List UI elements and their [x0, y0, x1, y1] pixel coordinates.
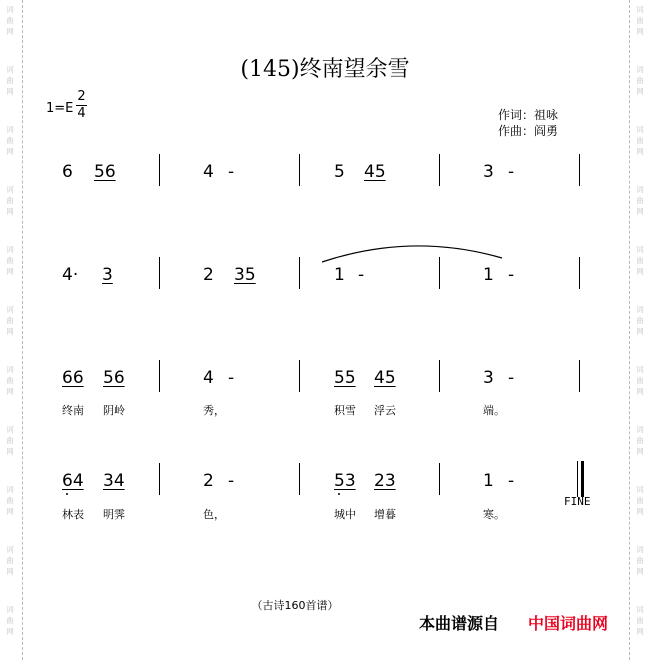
lyric: 终南 [62, 404, 84, 417]
note-eighth-pair: 35 [234, 265, 256, 285]
barline [439, 154, 440, 186]
low-octave-dot [338, 493, 340, 495]
note: 3 [483, 368, 494, 388]
song-title: (145)终南望余雪 [240, 57, 410, 82]
note: 3 [483, 162, 494, 182]
note: 1 [483, 265, 494, 285]
barline [299, 154, 300, 186]
note: 6 [62, 162, 73, 182]
note-eighth-pair: 53 [334, 471, 356, 491]
lyric: 增暮 [374, 508, 396, 521]
lyric: 明霁 [103, 508, 125, 521]
barline [299, 257, 300, 289]
note-eighth-pair: 55 [334, 368, 356, 388]
barline [579, 154, 580, 186]
watermark-text: 词 曲 网 [6, 365, 14, 396]
note: 2 [203, 265, 214, 285]
barline [439, 463, 440, 495]
watermark-text: 词 曲 网 [636, 245, 644, 276]
lyric: 色， [203, 508, 225, 521]
low-octave-dot [66, 493, 68, 495]
watermark-text: 词 曲 网 [6, 245, 14, 276]
lyric: 积雪 [334, 404, 356, 417]
final-barline-thin [577, 461, 578, 497]
time-signature-top: 2 [77, 89, 86, 104]
watermark-text: 词 曲 网 [6, 125, 14, 156]
left-watermark-strip [0, 0, 23, 660]
composer-credit: 作曲：阎勇 [498, 124, 559, 138]
note-dash: - [508, 368, 515, 388]
note: 1 [483, 471, 494, 491]
note-dash: - [228, 368, 235, 388]
watermark-text: 词 曲 网 [636, 485, 644, 516]
barline [159, 154, 160, 186]
note-dash: - [508, 265, 515, 285]
barline [159, 463, 160, 495]
note-eighth-pair: 56 [103, 368, 125, 388]
watermark-text: 词 曲 网 [636, 125, 644, 156]
fine-marker: FINE [564, 495, 591, 508]
note-dash: - [508, 162, 515, 182]
watermark-text: 词 曲 网 [636, 425, 644, 456]
watermark-text: 词 曲 网 [6, 485, 14, 516]
watermark-text: 词 曲 网 [636, 605, 644, 636]
watermark-text: 词 曲 网 [6, 605, 14, 636]
note-dash: - [358, 265, 365, 285]
lyricist-credit: 作词：祖咏 [498, 108, 559, 122]
note-eighth-pair: 56 [94, 162, 116, 182]
lyric: 林表 [62, 508, 84, 521]
time-signature-bottom: 4 [77, 106, 86, 121]
watermark-text: 词 曲 网 [6, 545, 14, 576]
lyric: 端。 [483, 404, 505, 417]
source-site-link[interactable]: 中国词曲网 [528, 614, 609, 633]
note-dash: - [228, 162, 235, 182]
note: 4 [203, 368, 214, 388]
note-eighth-pair: 66 [62, 368, 84, 388]
note-eighth-pair: 64 [62, 471, 84, 491]
lyric: 阴岭 [103, 404, 125, 417]
note-eighth-pair: 34 [103, 471, 125, 491]
note-eighth-pair: 23 [374, 471, 396, 491]
note-eighth: 3 [102, 265, 113, 285]
barline [159, 360, 160, 392]
lyric: 城中 [334, 508, 356, 521]
note-dotted: 4· [62, 265, 79, 285]
watermark-text: 词 曲 网 [6, 425, 14, 456]
watermark-text: 词 曲 网 [636, 305, 644, 336]
note: 1 [334, 265, 345, 285]
watermark-text: 词 曲 网 [636, 365, 644, 396]
lyric: 浮云 [374, 404, 396, 417]
note-eighth-pair: 45 [374, 368, 396, 388]
watermark-text: 词 曲 网 [6, 185, 14, 216]
right-watermark-strip [629, 0, 650, 660]
watermark-text: 词 曲 网 [636, 185, 644, 216]
watermark-text: 词 曲 网 [636, 5, 644, 36]
barline [299, 360, 300, 392]
note: 2 [203, 471, 214, 491]
barline [299, 463, 300, 495]
time-signature [76, 90, 87, 121]
barline [159, 257, 160, 289]
barline [439, 360, 440, 392]
watermark-text: 词 曲 网 [636, 545, 644, 576]
note: 4 [203, 162, 214, 182]
note-dash: - [228, 471, 235, 491]
final-barline-thick [581, 461, 584, 497]
lyric: 秀， [203, 404, 225, 417]
note-eighth-pair: 45 [364, 162, 386, 182]
tie-arc [320, 238, 505, 264]
barline [439, 257, 440, 289]
source-label: 本曲谱源自 [419, 614, 500, 633]
watermark-text: 词 曲 网 [6, 305, 14, 336]
key-signature: 1=E [46, 101, 74, 116]
barline [579, 257, 580, 289]
note-dash: - [508, 471, 515, 491]
footnote: （古诗160首谱） [251, 599, 339, 612]
lyric: 寒。 [483, 508, 505, 521]
watermark-text: 词 曲 网 [636, 65, 644, 96]
watermark-text: 词 曲 网 [6, 5, 14, 36]
barline [579, 360, 580, 392]
note: 5 [334, 162, 345, 182]
watermark-text: 词 曲 网 [6, 65, 14, 96]
